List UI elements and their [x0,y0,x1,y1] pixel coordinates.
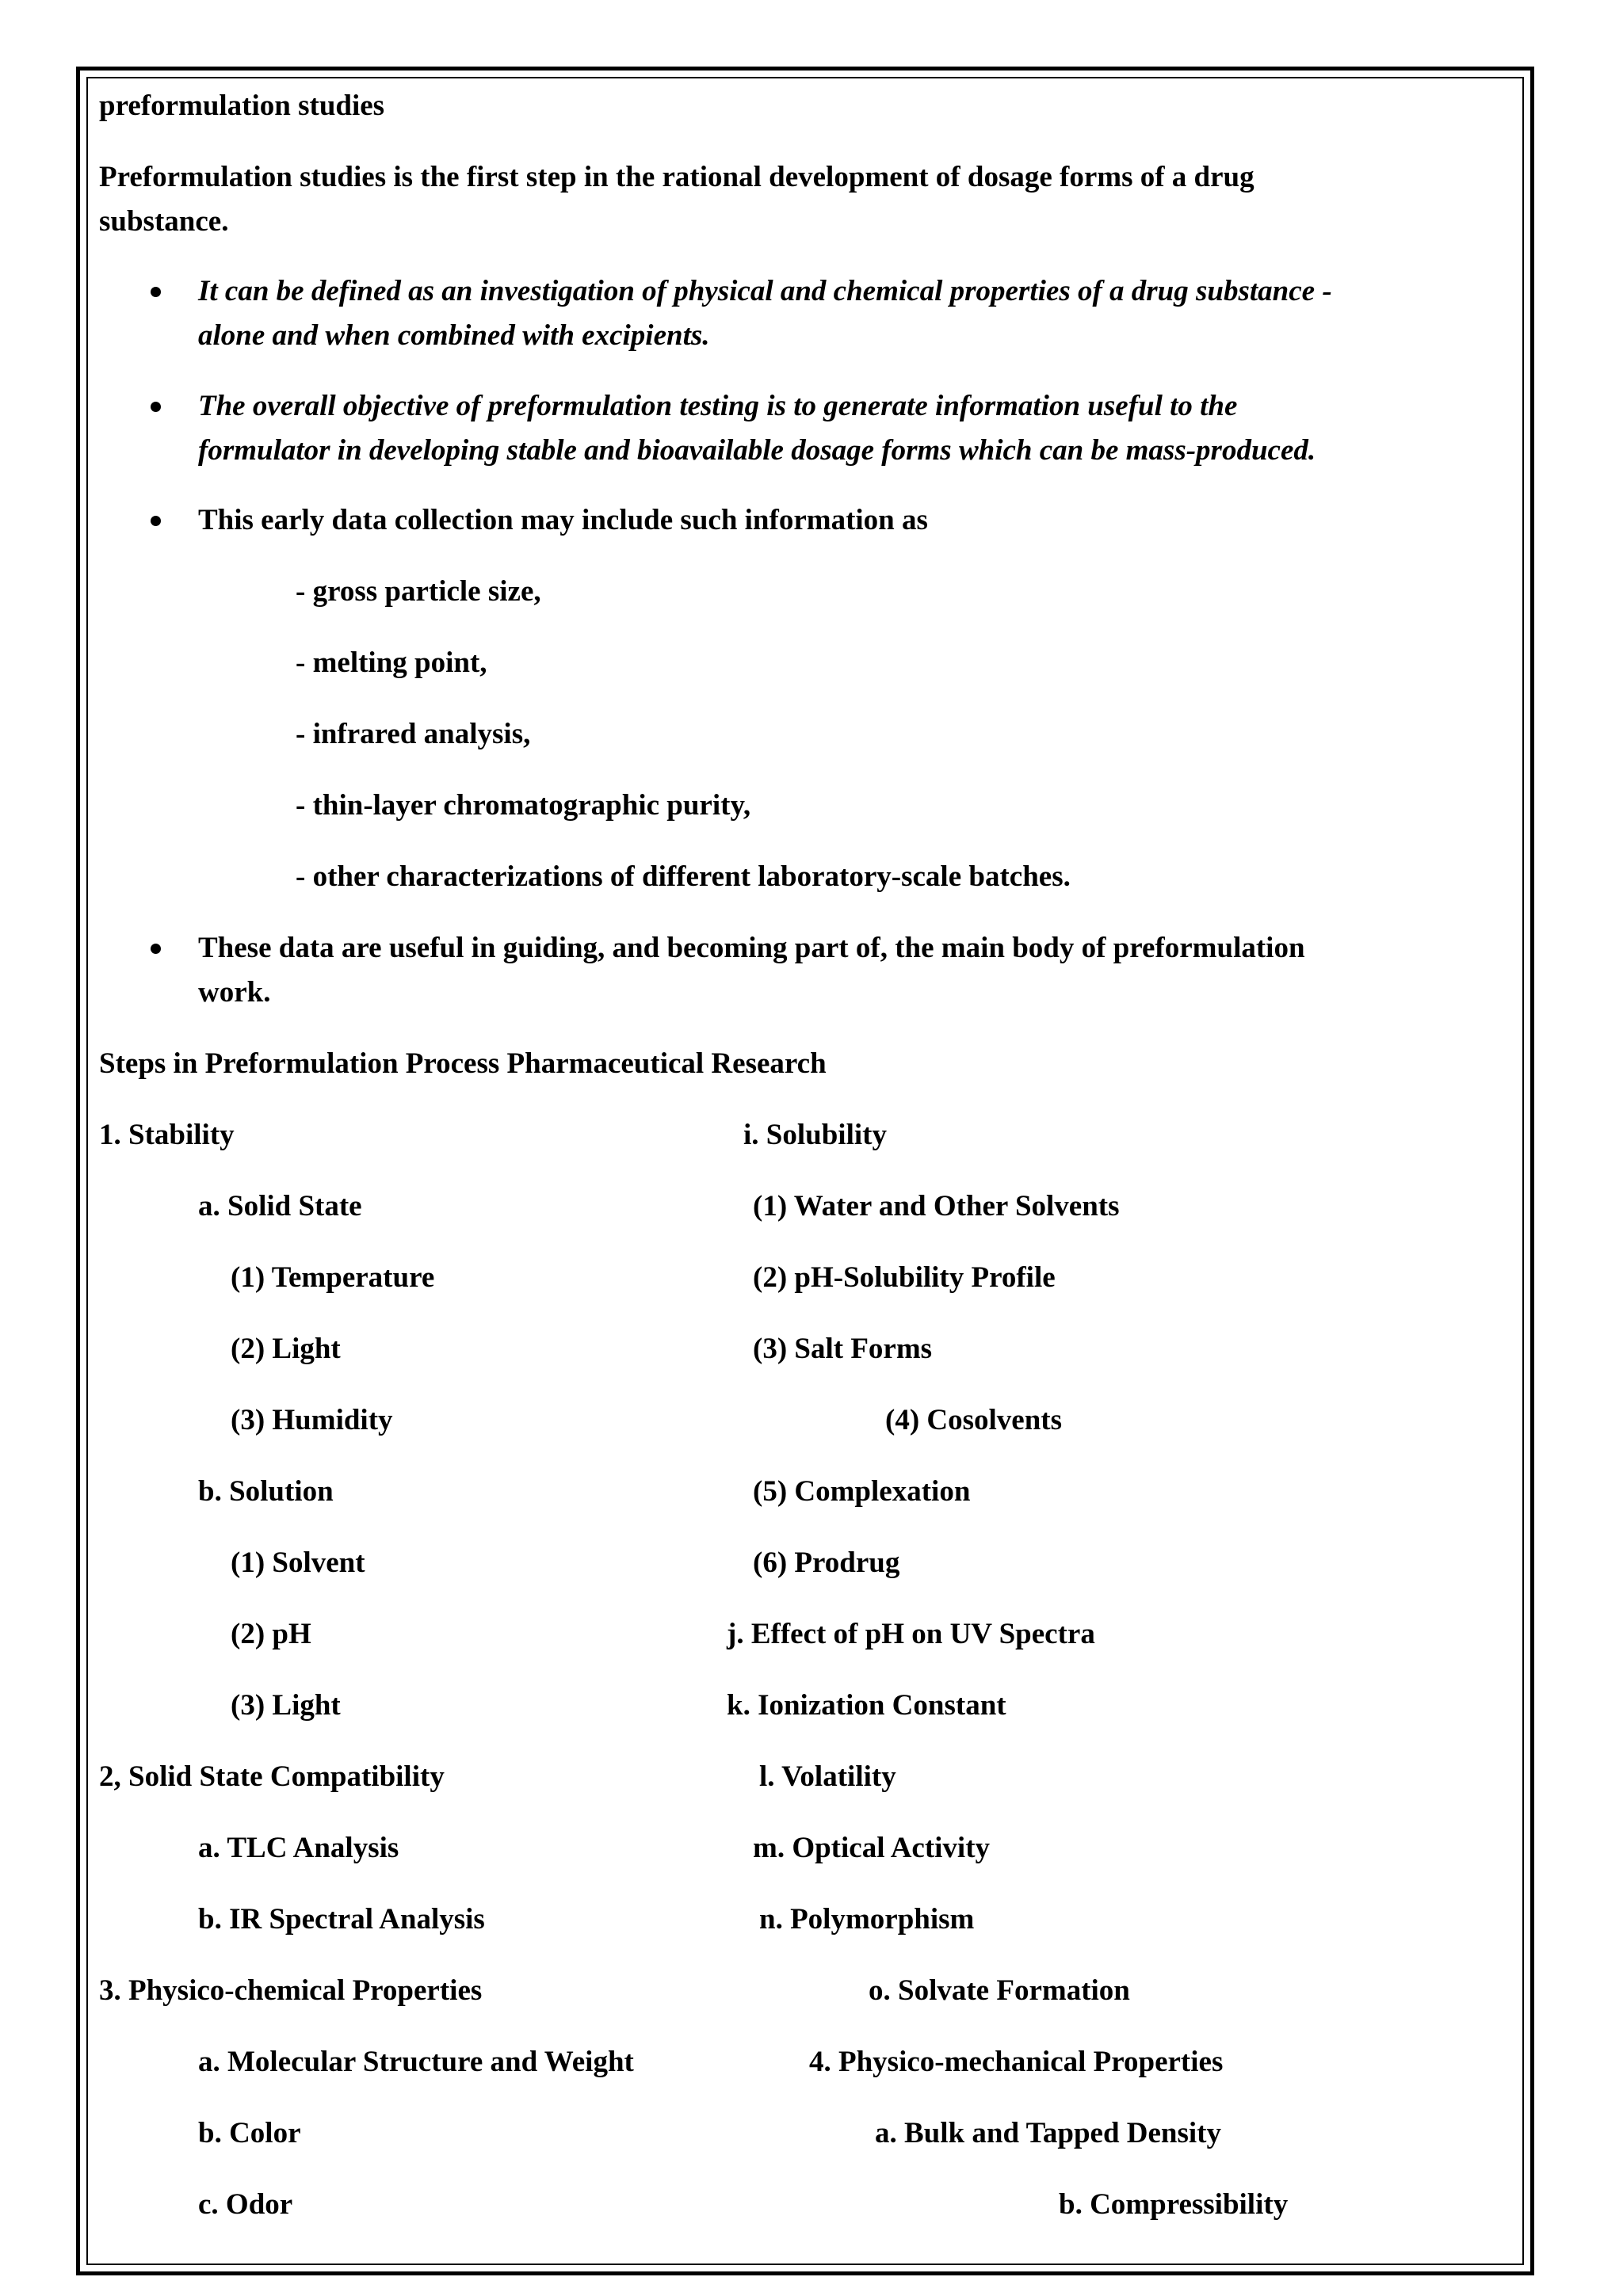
step-item-right: m. Optical Activity [753,1832,991,1864]
step-item-left: a. Solid State [198,1190,362,1222]
info-item: - gross particle size, [296,575,541,608]
bullet-1-line-1: It can be defined as an investigation of physical and chemical properties of a drug substance - [198,275,1332,307]
bullet-2-line-2: formulator in developing stable and bioavailable dosage forms which can be mass-produced. [198,434,1316,467]
bullet-dot-4 [151,944,161,954]
step-item-left: 1. Stability [99,1119,235,1151]
info-item: - infrared analysis, [296,718,531,750]
step-item-left: a. Molecular Structure and Weight [198,2046,634,2078]
step-item-right: (1) Water and Other Solvents [753,1190,1120,1222]
bullet-2-line-1: The overall objective of preformulation testing is to generate information useful to the [198,390,1238,422]
step-item-right: b. Compressibility [1059,2188,1289,2221]
info-item: - other characterizations of different laboratory-scale batches. [296,860,1071,893]
intro-line-1: Preformulation studies is the first step in the rational development of dosage forms of a drug [99,161,1254,193]
step-item-right: k. Ionization Constant [727,1689,1006,1722]
bullet-dot-3 [151,516,161,526]
intro-line-2: substance. [99,205,229,238]
document-heading: preformulation studies [99,90,385,122]
step-item-left: (1) Temperature [231,1261,435,1294]
step-item-left: (3) Humidity [231,1404,393,1436]
step-item-right: n. Polymorphism [759,1903,975,1936]
bullet-1-line-2: alone and when combined with excipients. [198,319,710,352]
step-item-right: a. Bulk and Tapped Density [875,2117,1222,2149]
bullet-4-line-2: work. [198,976,271,1009]
info-item: - melting point, [296,646,487,679]
bullet-3-line-1: This early data collection may include such information as [198,504,928,536]
step-item-right: (3) Salt Forms [753,1333,933,1365]
bullet-dot-2 [151,402,161,412]
step-item-right: (2) pH-Solubility Profile [753,1261,1056,1294]
info-item: - thin-layer chromatographic purity, [296,789,751,822]
step-item-right: l. Volatility [759,1760,896,1793]
steps-title: Steps in Preformulation Process Pharmaceutical Research [99,1047,827,1080]
step-item-right: o. Solvate Formation [869,1974,1130,2007]
step-item-left: b. IR Spectral Analysis [198,1903,485,1936]
step-item-right: 4. Physico-mechanical Properties [809,2046,1224,2078]
step-item-left: 2, Solid State Compatibility [99,1760,445,1793]
step-item-right: (5) Complexation [753,1475,971,1508]
step-item-right: i. Solubility [743,1119,887,1151]
step-item-right: (6) Prodrug [753,1547,900,1579]
step-item-left: 3. Physico-chemical Properties [99,1974,483,2007]
step-item-left: b. Solution [198,1475,334,1508]
bullet-dot-1 [151,287,161,297]
step-item-left: a. TLC Analysis [198,1832,399,1864]
step-item-left: b. Color [198,2117,301,2149]
bullet-4-line-1: These data are useful in guiding, and becoming part of, the main body of preformulation [198,932,1305,964]
step-item-left: c. Odor [198,2188,293,2221]
step-item-left: (2) pH [231,1618,311,1650]
step-item-right: j. Effect of pH on UV Spectra [727,1618,1095,1650]
step-item-left: (1) Solvent [231,1547,365,1579]
step-item-left: (3) Light [231,1689,341,1722]
step-item-left: (2) Light [231,1333,341,1365]
step-item-right: (4) Cosolvents [885,1404,1063,1436]
